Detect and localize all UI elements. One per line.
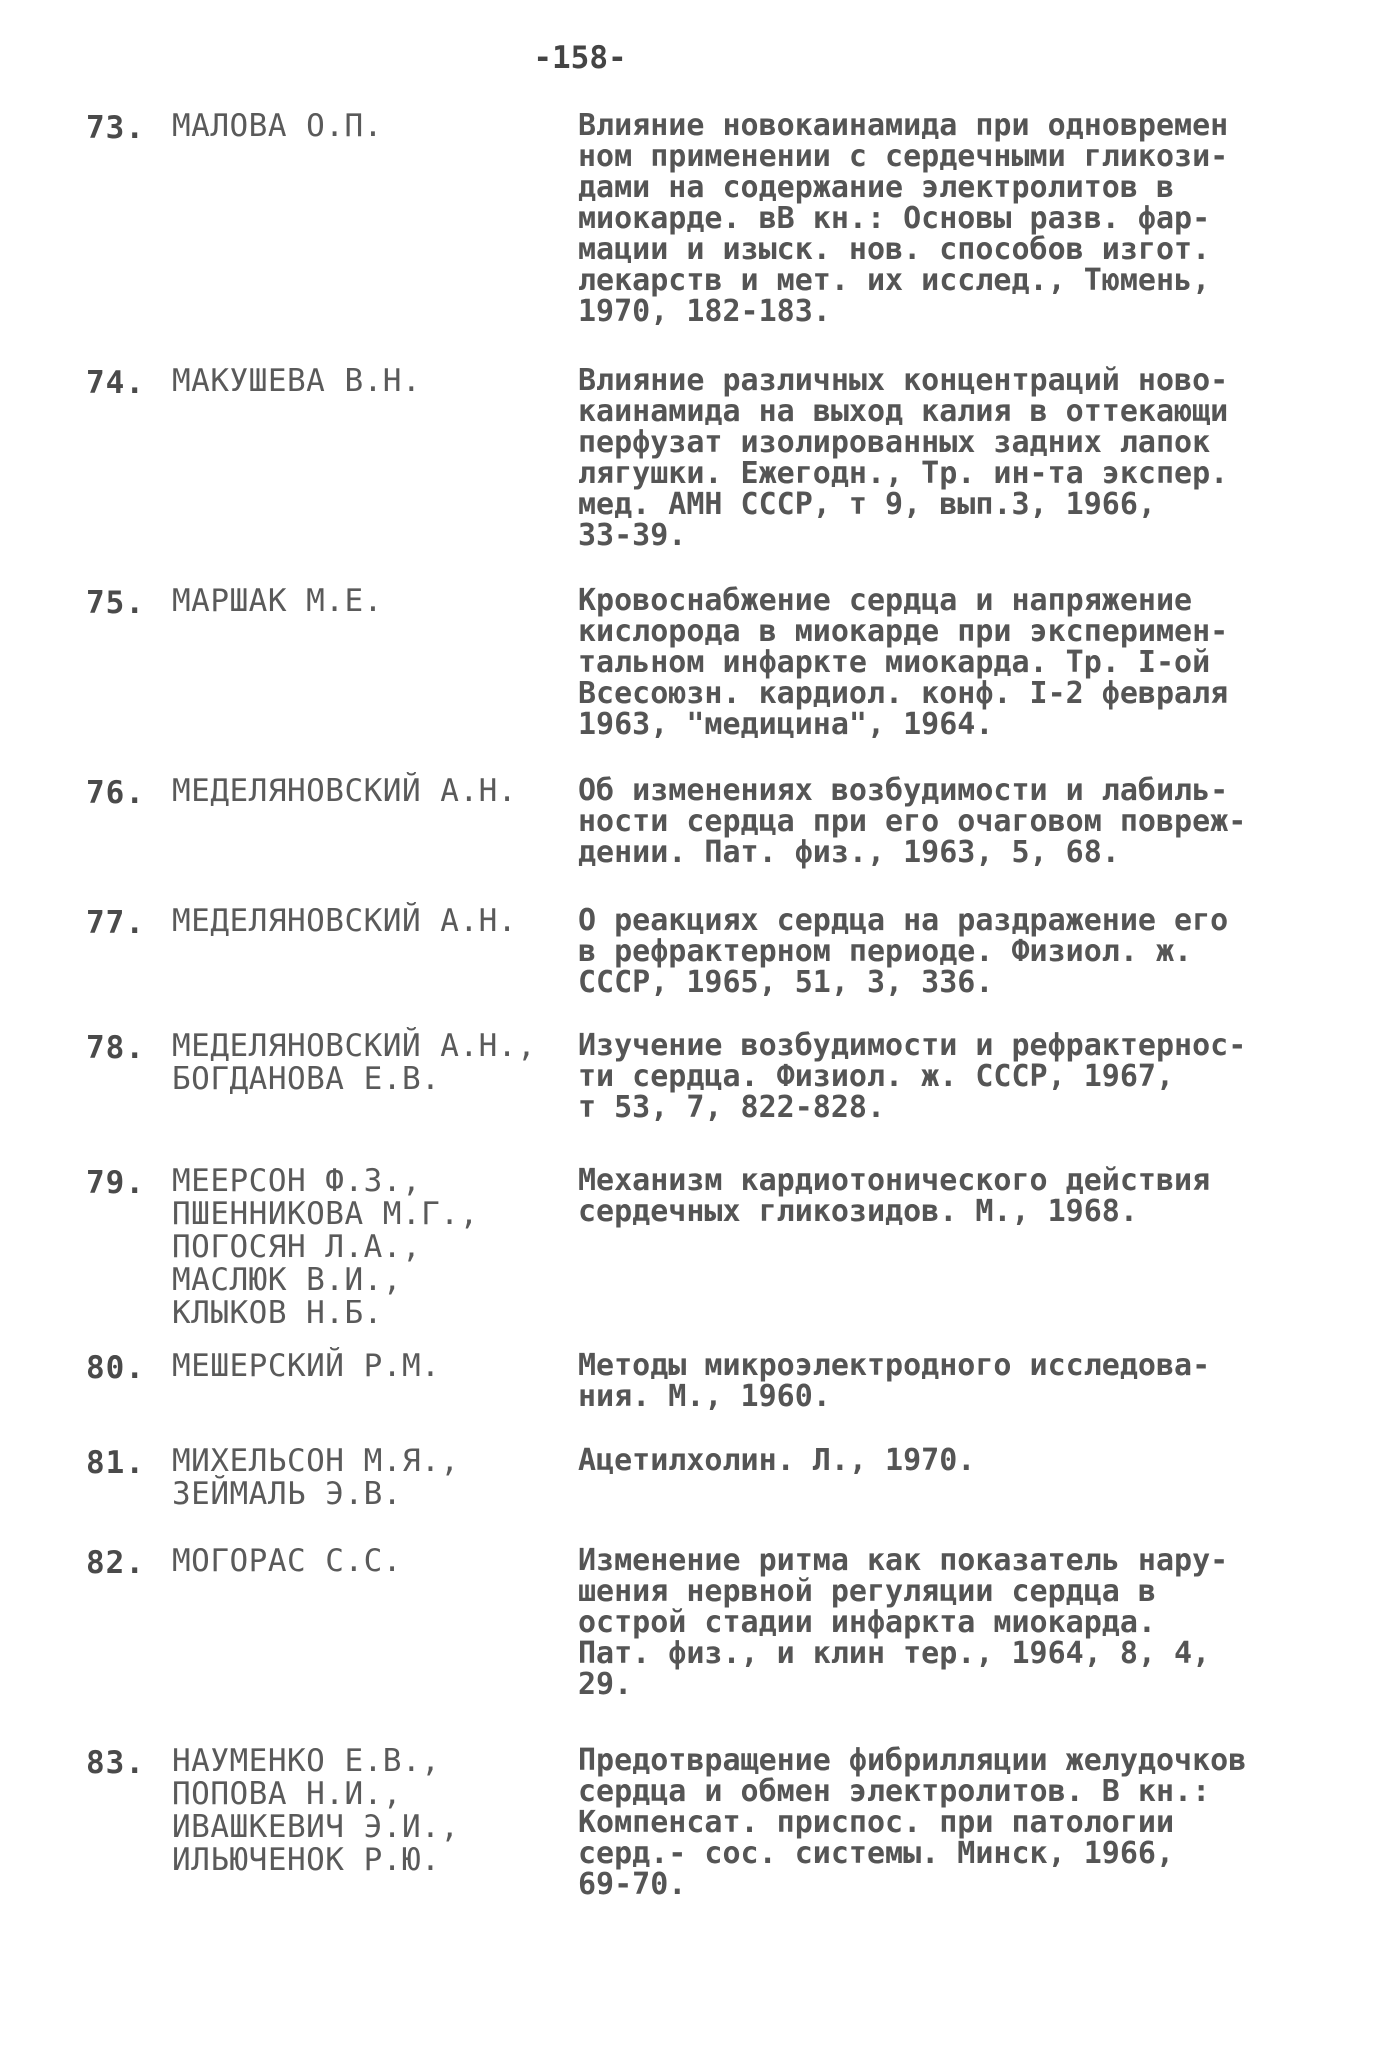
entry-work-title	[578, 1545, 1308, 1700]
author-name: МЕДЕЛЯНОВСКИЙ А.Н.,	[172, 1028, 537, 1064]
work-text-line: ния. М., 1960.	[578, 1379, 831, 1414]
work-text-line: 69-70.	[578, 1867, 687, 1902]
work-text-line: Об изменениях возбудимости и лабиль-	[578, 773, 1229, 808]
author-name: БОГДАНОВА Е.В.	[172, 1061, 441, 1097]
work-text-line: Кровоснабжение сердца и напряжение	[578, 583, 1193, 618]
work-text-line: Всесоюзн. кардиол. конф. I-2 февраля	[578, 676, 1229, 711]
entry-work-title	[578, 365, 1308, 551]
entry-work-title	[578, 1745, 1308, 1900]
author-name: МАРШАК М.Е.	[172, 583, 383, 619]
entry-work-title	[578, 1445, 1308, 1476]
entry-work-title	[578, 775, 1308, 868]
work-text-line: в рефрактерном периоде. Физиол. ж.	[578, 934, 1193, 969]
entry-authors	[172, 1545, 562, 1578]
author-name: ПШЕННИКОВА М.Г.,	[172, 1196, 479, 1232]
entry-work-title	[578, 1165, 1308, 1227]
work-text-line: СССР, 1965, 51, 3, 336.	[578, 965, 994, 1000]
page-number: -158-	[533, 40, 627, 76]
work-text-line: ном применении с сердечными гликози-	[578, 139, 1229, 174]
entry-number: 79.	[86, 1165, 145, 1201]
work-text-line: 29.	[578, 1667, 633, 1702]
author-name: МИХЕЛЬСОН М.Я.,	[172, 1443, 460, 1479]
author-name: МЕДЕЛЯНОВСКИЙ А.Н.	[172, 773, 517, 809]
author-name: МАСЛЮК В.И.,	[172, 1262, 402, 1298]
work-text-line: Влияние различных концентраций ново-	[578, 363, 1229, 398]
entry-authors	[172, 1745, 562, 1877]
work-text-line: Ацетилхолин. Л., 1970.	[578, 1443, 976, 1478]
author-name: МОГОРАС С.С.	[172, 1543, 402, 1579]
entry-work-title	[578, 110, 1308, 327]
work-text-line: Изменение ритма как показатель нару-	[578, 1543, 1229, 1578]
work-text-line: ти сердца. Физиол. ж. СССР, 1967,	[578, 1059, 1175, 1094]
entry-authors	[172, 1030, 562, 1096]
entry-number: 76.	[86, 775, 145, 811]
work-text-line: каинамида на выход калия в оттекающи	[578, 394, 1229, 429]
work-text-line: 1963, "медицина", 1964.	[578, 707, 994, 742]
work-text-line: Пат. физ., и клин тер., 1964, 8, 4,	[578, 1636, 1211, 1671]
entry-authors	[172, 775, 562, 808]
work-text-line: дении. Пат. физ., 1963, 5, 68.	[578, 835, 1120, 870]
work-text-line: дами на содержание электролитов в	[578, 170, 1175, 205]
author-name: ПОГОСЯН Л.А.,	[172, 1229, 422, 1265]
entry-work-title	[578, 1350, 1308, 1412]
work-text-line: миокарде. вВ кн.: Основы разв. фар-	[578, 201, 1211, 236]
entry-work-title	[578, 585, 1308, 740]
author-name: МАЛОВА О.П.	[172, 108, 383, 144]
work-text-line: лекарств и мет. их исслед., Тюмень,	[578, 263, 1211, 298]
work-text-line: О реакциях сердца на раздражение его	[578, 903, 1229, 938]
work-text-line: сердца и обмен электролитов. В кн.:	[578, 1774, 1211, 1809]
work-text-line: перфузат изолированных задних лапок	[578, 425, 1211, 460]
work-text-line: тальном инфаркте миокарда. Тр. I-ой	[578, 645, 1211, 680]
work-text-line: ности сердца при его очаговом повреж-	[578, 804, 1247, 839]
work-text-line: серд.- сос. системы. Минск, 1966,	[578, 1836, 1175, 1871]
entry-number: 80.	[86, 1350, 145, 1386]
author-name: МАКУШЕВА В.Н.	[172, 363, 422, 399]
work-text-line: Компенсат. приспос. при патологии	[578, 1805, 1175, 1840]
author-name: КЛЫКОВ Н.Б.	[172, 1295, 383, 1331]
author-name: ИВАШКЕВИЧ Э.И.,	[172, 1809, 460, 1845]
entry-authors	[172, 905, 562, 938]
entry-authors	[172, 1350, 562, 1383]
work-text-line: Механизм кардиотонического действия	[578, 1163, 1211, 1198]
author-name: ПОПОВА Н.И.,	[172, 1776, 402, 1812]
entry-authors	[172, 585, 562, 618]
entry-work-title	[578, 1030, 1308, 1123]
work-text-line: Методы микроэлектродного исследова-	[578, 1348, 1211, 1383]
entry-authors	[172, 110, 562, 143]
work-text-line: сердечных гликозидов. М., 1968.	[578, 1194, 1138, 1229]
entry-authors	[172, 1165, 562, 1330]
entry-number: 73.	[86, 110, 145, 146]
work-text-line: Изучение возбудимости и рефрактернос-	[578, 1028, 1247, 1063]
work-text-line: Предотвращение фибрилляции желудочков	[578, 1743, 1247, 1778]
work-text-line: острой стадии инфаркта миокарда.	[578, 1605, 1156, 1640]
entry-number: 82.	[86, 1545, 145, 1581]
work-text-line: т 53, 7, 822-828.	[578, 1090, 886, 1125]
entry-number: 75.	[86, 585, 145, 621]
work-text-line: шения нервной регуляции сердца в	[578, 1574, 1156, 1609]
work-text-line: 1970, 182-183.	[578, 294, 831, 329]
author-name: МЕШЕРСКИЙ Р.М.	[172, 1348, 441, 1384]
author-name: ЗЕЙМАЛЬ Э.В.	[172, 1476, 402, 1512]
entry-number: 74.	[86, 365, 145, 401]
author-name: МЕЕРСОН Ф.З.,	[172, 1163, 422, 1199]
entry-number: 83.	[86, 1745, 145, 1781]
entry-work-title	[578, 905, 1308, 998]
work-text-line: лягушки. Ежегодн., Тр. ин-та экспер.	[578, 456, 1229, 491]
entry-authors	[172, 1445, 562, 1511]
entry-number: 81.	[86, 1445, 145, 1481]
work-text-line: мед. АМН СССР, т 9, вып.3, 1966,	[578, 487, 1156, 522]
work-text-line: мации и изыск. нов. способов изгот.	[578, 232, 1211, 267]
work-text-line: Влияние новокаинамида при одновремен	[578, 108, 1229, 143]
work-text-line: кислорода в миокарде при эксперимен-	[578, 614, 1229, 649]
author-name: ИЛЬЮЧЕНОК Р.Ю.	[172, 1842, 441, 1878]
entry-authors	[172, 365, 562, 398]
entry-number: 77.	[86, 905, 145, 941]
author-name: НАУМЕНКО Е.В.,	[172, 1743, 441, 1779]
entry-number: 78.	[86, 1030, 145, 1066]
work-text-line: 33-39.	[578, 518, 687, 553]
author-name: МЕДЕЛЯНОВСКИЙ А.Н.	[172, 903, 517, 939]
